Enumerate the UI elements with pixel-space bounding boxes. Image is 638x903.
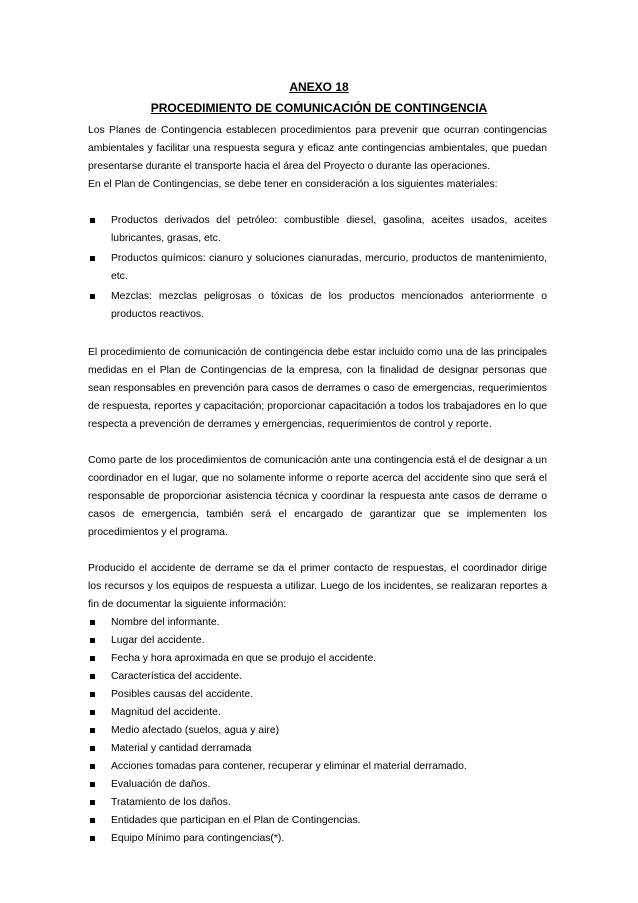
list-item: Posibles causas del accidente. <box>88 686 547 704</box>
paragraph-intro: Los Planes de Contingencia establecen procedimientos para prevenir que ocurran contingencias ambientales y facilitar una respuesta segura y eficaz ante contingencias ambientales, que puedan presentarse durante el transporte hacia el área del Proyecto o durante las operaciones. <box>88 125 547 172</box>
list-item: Productos derivados del petróleo: combustible diesel, gasolina, aceites usados, aceites lubricantes, grasas, etc. <box>88 212 547 248</box>
paragraph-materials-intro: En el Plan de Contingencias, se debe tener en consideración a los siguientes materiales: <box>88 179 498 190</box>
document-title: PROCEDIMIENTO DE COMUNICACIÓN DE CONTINGENCIA <box>150 101 488 115</box>
bullet-icon <box>90 764 95 769</box>
bullet-icon <box>90 638 95 643</box>
bullet-icon <box>90 656 95 661</box>
paragraph-response: Producido el accidente de derrame se da el primer contacto de respuestas, el coordinador dirige los recursos y los equipos de respuesta a utilizar. Luego de los incidentes, se realizaran reportes a fin de documentar la siguiente información: <box>88 563 547 610</box>
bullet-icon <box>90 746 95 751</box>
list-item: Característica del accidente. <box>88 668 547 686</box>
list-item: Magnitud del accidente. <box>88 704 547 722</box>
bullet-icon <box>90 674 95 679</box>
list-item: Nombre del informante. <box>88 614 547 632</box>
list-item: Entidades que participan en el Plan de Contingencias. <box>88 812 547 830</box>
info-list <box>88 614 547 848</box>
bullet-icon <box>90 218 95 223</box>
list-item: Lugar del accidente. <box>88 632 547 650</box>
bullet-icon <box>90 782 95 787</box>
document-body <box>88 122 547 848</box>
list-item: Medio afectado (suelos, agua y aire) <box>88 722 547 740</box>
bullet-icon <box>90 818 95 823</box>
bullet-icon <box>90 836 95 841</box>
materials-list <box>88 212 547 324</box>
list-item: Fecha y hora aproximada en que se produjo el accidente. <box>88 650 547 668</box>
list-item: Tratamiento de los daños. <box>88 794 547 812</box>
bullet-icon <box>90 728 95 733</box>
list-item: Material y cantidad derramada <box>88 740 547 758</box>
list-item: Acciones tomadas para contener, recuperar y eliminar el material derramado. <box>88 758 547 776</box>
bullet-icon <box>90 710 95 715</box>
list-item: Productos químicos: cianuro y soluciones cianuradas, mercurio, productos de mantenimiento, etc. <box>88 250 547 286</box>
list-item: Evaluación de daños. <box>88 776 547 794</box>
bullet-icon <box>90 800 95 805</box>
annex-heading: ANEXO 18 <box>289 80 349 94</box>
list-item: Equipo Mínimo para contingencias(*). <box>88 830 547 848</box>
bullet-icon <box>90 692 95 697</box>
bullet-icon <box>90 294 95 299</box>
bullet-icon <box>90 620 95 625</box>
list-item: Mezclas: mezclas peligrosas o tóxicas de los productos mencionados anteriormente o productos reactivos. <box>88 288 547 324</box>
paragraph-procedure: El procedimiento de comunicación de contingencia debe estar incluido como una de las principales medidas en el Plan de Contingencias de la empresa, con la finalidad de designar personas que sean responsables en prevención para casos de derrames o caso de emergencias, requerimientos de respuesta, reportes y capacitación; proporcionar capacitación a todos los trabajadores en lo que respecta a prevención de derrames y emergencias, requerimientos de control y reporte. <box>88 347 547 430</box>
bullet-icon <box>90 256 95 261</box>
paragraph-coordinator: Como parte de los procedimientos de comunicación ante una contingencia está el de designar a un coordinador en el lugar, que no solamente informe o reporte acerca del accidente sino que será el responsable de proporcionar asistencia técnica y coordinar la respuesta ante casos de derrame o casos de emergencia, también será el encargado de garantizar que se implementen los procedimientos y el programa. <box>88 455 547 538</box>
